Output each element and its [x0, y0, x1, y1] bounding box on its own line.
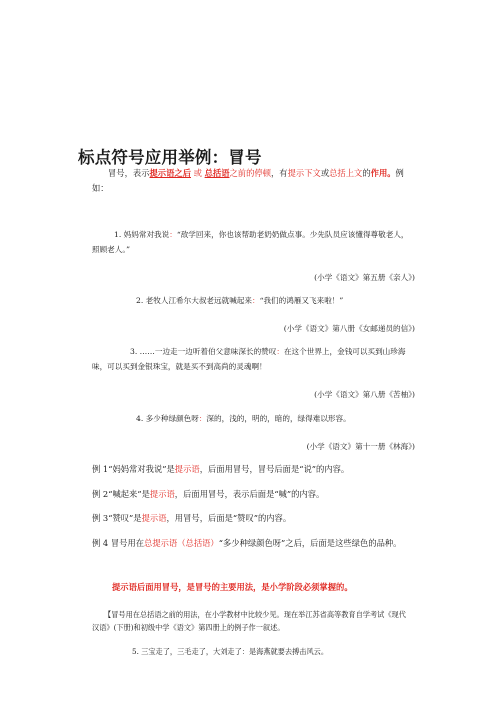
example-2: [136, 294, 343, 309]
intro-text: 的: [362, 168, 371, 178]
explanation-text: 例 2“喊起来”是: [92, 489, 150, 499]
example-lead: 妈妈常对我说: [123, 230, 170, 239]
explanation-text: 例 3“赞叹”是: [92, 513, 142, 523]
explanation-2: [92, 487, 412, 502]
example-4-source: (小学《语文》第十一册《林海》): [306, 442, 415, 451]
highlight-previous: 总括上文: [329, 168, 363, 178]
example-body: 在这个世界上，金钱可以买到山珍海味，可以买到金银珠宝，就是买不到高尚的灵魂啊！: [92, 347, 406, 371]
example-3-source: (小学《语文》第八册《苦柚》): [314, 390, 415, 399]
example-number: 3.: [130, 347, 138, 356]
intro-text: 例如：: [92, 168, 404, 193]
example-colon: ：: [251, 296, 260, 305]
example-body: 深的，浅的，明的，暗的，绿得难以形容。: [206, 414, 351, 423]
example-3: [92, 345, 412, 374]
example-colon: ：: [169, 230, 177, 239]
highlight-pause: 之前的停顿: [229, 168, 271, 178]
explanation-3: [92, 511, 412, 526]
last-example: 5. 三宝走了，三毛走了，大刘走了：是海燕就要去搏击风云。: [132, 647, 329, 656]
example-2-source: (小学《语文》第八册《女邮递员的信》): [283, 324, 415, 333]
intro-text: ，有: [271, 168, 288, 178]
example-4: [136, 412, 351, 427]
explanation-highlight: 提示语: [174, 464, 200, 474]
explanation-text: ，后面用冒号，表示后面是“喊”的内容。: [174, 489, 325, 499]
example-body: “我们的鸿雁又飞来啦！”: [259, 296, 344, 305]
highlight-summary: 总括语: [204, 168, 230, 178]
explanation-text: ，后面用冒号，冒号后面是“说”的内容。: [199, 464, 350, 474]
example-1-source: (小学《语文》第五册《亲人》): [314, 273, 415, 282]
explanation-text: 例 4 冒号用在: [92, 538, 145, 548]
example-lead: 老牧人江希尔大叔老远就喊起来: [145, 296, 252, 305]
intro-paragraph: [92, 166, 412, 195]
example-lead: ……一边走一边听着伯父意味深长的赞叹: [139, 347, 277, 356]
explanation-highlight: 提示语: [149, 489, 175, 499]
explanation-text: “多少种绿颜色呀”之后，后面是这些绿色的品种。: [218, 538, 402, 548]
example-body: “敌学回来，你也该帮助老奶奶做点事。少先队员应该懂得尊敬老人，照顾老人。”: [92, 230, 409, 254]
explanation-text: ，用冒号，后面是“赞叹”的内容。: [166, 513, 292, 523]
note-paragraph: 【冒号用在总括语之前的用法，在小学教材中比较少见。现在举江苏省高等教育自学考试《现代汉语》(下册)和初级中学《语文》第四册上的例子作一叙述。: [92, 610, 406, 632]
page-title: 标点符号应用举例：冒号: [78, 148, 262, 167]
example-number: 1.: [114, 230, 122, 239]
explanation-text: 例 1“妈妈常对我说”是: [92, 464, 175, 474]
key-point: 提示语后面用冒号，是冒号的主要用法，是小学阶段必须掌握的。: [112, 582, 353, 592]
example-colon: ：: [276, 347, 284, 356]
intro-text: 或: [320, 168, 330, 178]
explanation-highlight: 提示语: [141, 513, 167, 523]
example-1: [92, 228, 412, 257]
example-lead: 多少种绿颜色呀: [145, 414, 199, 423]
highlight-next: 提示下文: [287, 168, 321, 178]
explanation-highlight: 总提示语（总括语）: [144, 538, 219, 548]
example-colon: ：: [198, 414, 207, 423]
example-number: 4.: [136, 414, 144, 423]
example-number: 2.: [136, 296, 144, 305]
explanation-4: [92, 536, 412, 551]
explanation-1: [92, 462, 412, 477]
highlight-after-prompt: 提示语之后: [149, 168, 191, 178]
highlight-or: 或: [193, 168, 202, 178]
highlight-function: 作用。: [370, 168, 396, 178]
intro-text: 冒号，表示: [108, 168, 150, 178]
